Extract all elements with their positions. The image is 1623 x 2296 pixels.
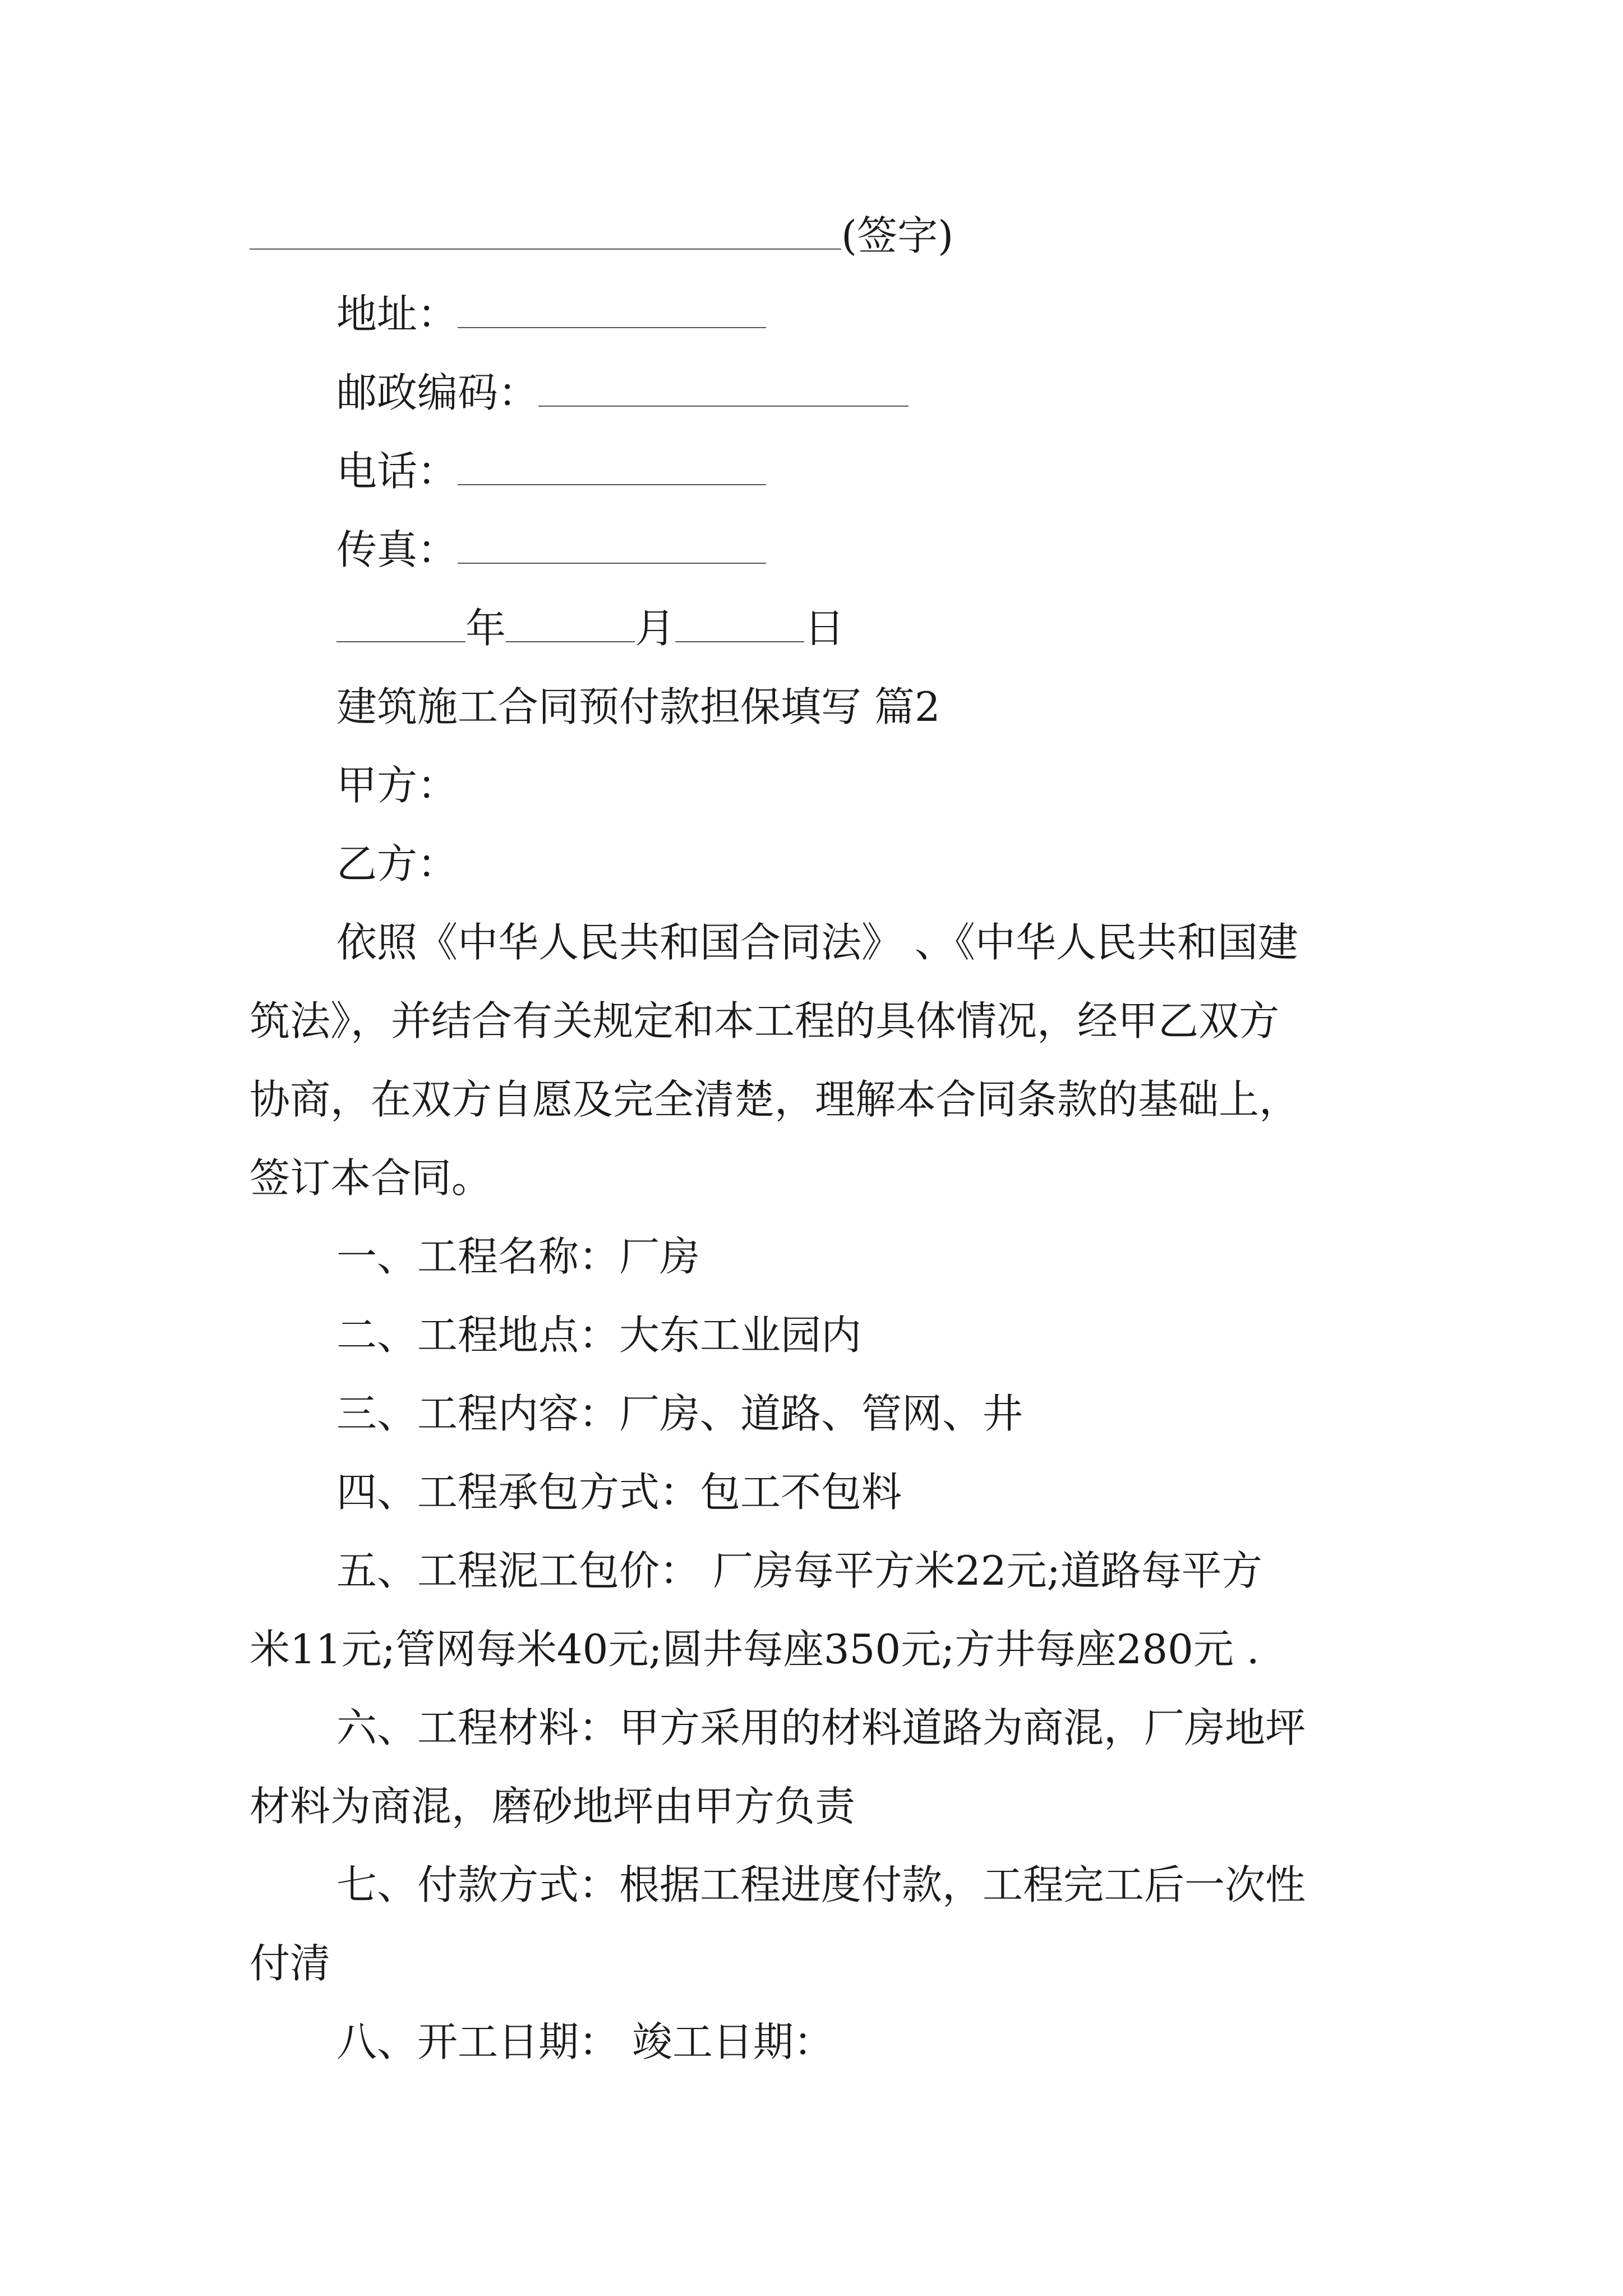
day-blank[interactable] [675,608,804,642]
signature-line [250,208,953,264]
intro-line-3: 协商，在双方自愿及完全清楚，理解本合同条款的基础上， [250,1076,1300,1123]
intro-line-2: 筑法》，并结合有关规定和本工程的具体情况，经甲乙双方 [250,997,1280,1045]
phone-blank[interactable] [458,450,766,485]
clause-7-line-2: 付清 [250,1940,331,1987]
postcode-label: 邮政编码： [336,369,539,416]
section-title: 建筑施工合同预付款担保填写 篇2 [336,683,940,730]
intro-line-1: 依照《中华人民共和国合同法》 、《中华人民共和国建 [336,919,1298,966]
phone-label: 电话： [336,448,458,495]
clause-6-line-2: 材料为商混，磨砂地坪由甲方负责 [250,1783,856,1830]
clause-2: 二、工程地点：大东工业园内 [336,1312,862,1359]
signature-label: (签字) [841,212,954,259]
clause-6-line-1: 六、工程材料：甲方采用的材料道路为商混，厂房地坪 [336,1704,1306,1751]
party-a-label: 甲方： [336,762,458,809]
clause-5-line-2: 米11元;管网每米40元;圆井每座350元;方井每座280元 . [250,1626,1260,1673]
clause-8: 八、开工日期： 竣工日期： [336,2018,834,2065]
intro-line-4: 签订本合同。 [250,1154,492,1202]
year-label: 年 [465,605,506,652]
signature-blank[interactable] [250,215,841,250]
fax-blank[interactable] [458,529,766,564]
phone-row [336,443,766,499]
postcode-blank[interactable] [538,372,909,407]
clause-5-line-1: 五、工程泥工包价： 厂房每平方米22元;道路每平方 [336,1547,1262,1594]
address-row [336,286,766,342]
year-blank[interactable] [336,608,465,642]
address-label: 地址： [336,291,458,338]
clause-7-line-1: 七、付款方式：根据工程进度付款，工程完工后一次性 [336,1861,1306,1908]
postcode-row [336,365,909,421]
clause-1: 一、工程名称：厂房 [336,1233,700,1280]
clause-3: 三、工程内容：厂房、道路、管网、井 [336,1390,1023,1437]
address-blank[interactable] [458,293,766,328]
fax-label: 传真： [336,526,458,573]
date-row [336,600,845,656]
day-label: 日 [804,605,845,652]
clause-4: 四、工程承包方式：包工不包料 [336,1469,902,1516]
party-b-label: 乙方： [336,840,458,887]
fax-row [336,522,766,578]
month-blank[interactable] [506,608,635,642]
month-label: 月 [635,605,676,652]
